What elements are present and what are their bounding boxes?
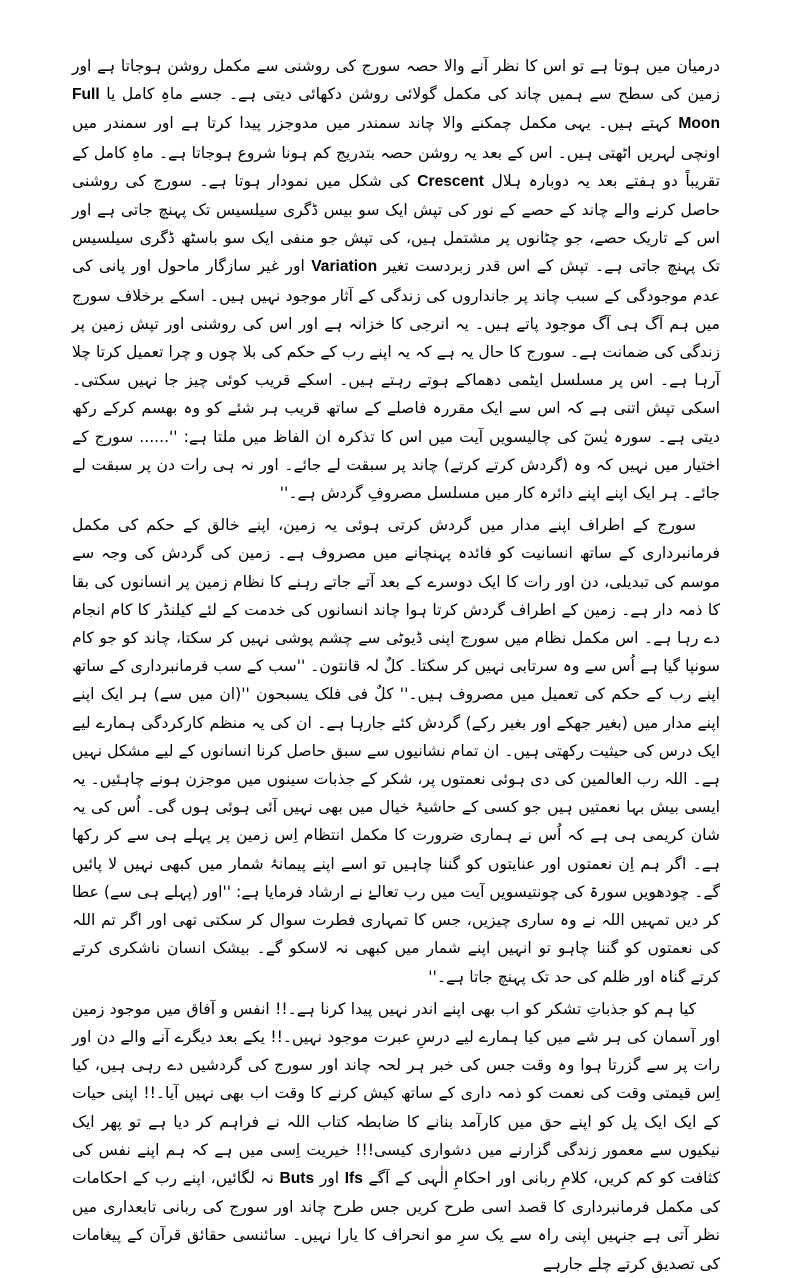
paragraph-text: کہتے ہیں۔ یہی مکمل چمکنے والا چاند سمندر میں مدوجزر پیدا کرتا ہے اور سمندر میں اونچی لہریں اٹھتی ہیں۔ اس کے بعد یہ روشن حصہ بتدریج کم ہونا شروع ہوجاتا ہے۔ ماہِ کامل کے تقریباً دو ہفتے بعد یہ دوبارہ ہلال bbox=[72, 114, 720, 190]
paragraph-text: اور bbox=[314, 1168, 345, 1187]
document-page bbox=[72, 52, 720, 1273]
paragraph-text: کی شکل میں نمودار ہوتا ہے۔ سورج کی روشنی حاصل کرنے والے چاند کے حصے کے نور کی تپش ایک سو بیس ڈگری سیلسیس تک پہنچ جاتی ہے اور اس کے تاریک حصے، جو چٹانوں پر مشتمل ہیں، کی تپش جو منفی ایک سو باسٹھ ڈگری سیلسیس تک پہنچ جاتی ہے۔ تپش کے اس قدر زبردست تغیر bbox=[72, 171, 720, 276]
paragraph-text: نہ لگائیں، اپنے رب کے احکامات کی مکمل فرمانبرداری کا قصد اسی طرح کریں جس طرح چاند اور سورج کی ربانی تابعداری میں نظر آتی ہے جنہیں اپنی راہ سے یک سرِ مو انحراف کا یارا نہیں۔ سائنسی حقائق قرآن کے پیغامات کی تصدیق کرتے چلے جارہے bbox=[72, 1168, 720, 1273]
english-term: Crescent bbox=[417, 172, 484, 190]
paragraph-text: کیا ہم کو جذباتِ تشکر کو اب بھی اپنے اندر نہیں پیدا کرنا ہے۔!! انفس و آفاق میں موجود زمین اور آسمان کی ہر شے میں کیا ہمارے لیے درسِ عبرت موجود نہیں۔!! یکے بعد دیگرے آنے والے دن اور رات پر سے گزرتا ہوا وہ وقت جس کی خبر ہر لحہ چاند اور سورج کی گردشیں دے رہی ہیں، کیا اِس قیمتی وقت کی نعمت کو ذمہ داری کے ساتھ کیش کرنے کا وقت اب بھی نہیں آیا۔!! اپنی حیات کے ایک ایک پل کو اپنے حق میں کارآمد بنانے کا ضابطہ کتاب اللہ نے فراہم کر دیا ہے تو پھر ایک نیکیوں سے معمور زندگی گزارنے میں دشواری کیسی!!! خیریت اِسی میں ہے کہ ہم اپنے نفس کی کثافت کو کم کریں، کلامِ ربانی اور احکامِ الٰہی کے آگے bbox=[72, 999, 720, 1187]
paragraph-text: سورج کے اطراف اپنے مدار میں گردش کرتی ہوئی یہ زمین، اپنے خالق کے حکم کی مکمل فرمانبرداری کے ساتھ انسانیت کو فائدہ پہنچانے میں مصروف ہے۔ زمین کی گردش کی وجہ سے موسم کی تبدیلی، دن اور رات کا ایک دوسرے کے بعد آتے جاتے رہنے کا نظام زمین پر انسانوں کی بقا کا ذمہ دار ہے۔ زمین کے اطراف گردش کرتا ہوا چاند انسانوں کی خدمت کے لئے کیلنڈر کا کام انجام دے رہا ہے۔ اس مکمل نظام میں سورج اپنی ڈیوٹی سے چشم پوشی نہیں کر سکتا، چاند کو جو کام سونپا گیا ہے اُس سے وہ سرتابی نہیں کر سکتا۔ کلٌ لہ قانتون۔ ''سب کے سب فرمانبرداری کے ساتھ اپنے رب کے حکم کی تعمیل میں مصروف ہیں۔'' کلٌ فی فلک یسبحون ''(ان میں سے) ہر ایک اپنے اپنے مدار میں (بغیر جھکے اور بغیر رکے) گردش کئے جارہا ہے۔ ان کی یہ منظم کارکردگی ہمارے لیے ایک درس کی حیثیت رکھتی ہیں۔ ان تمام نشانیوں سے سبق حاصل کرنا انسانوں کے لیے مشکل نہیں ہے۔ اللہ رب العالمین کی دی ہوئی نعمتوں پر، شکر کے جذبات سینوں میں موجزن ہونے چاہئیں۔ یہ ایسی بیش بہا نعمتیں ہیں جو کسی کے حاشیۂ خیال میں بھی نہیں آئی ہوئی ہوں گی۔ اُس کی یہ شان کریمی ہی ہے کہ اُس نے ہماری ضرورت کا مکمل انتظام اِس زمین پر پہلے ہی سے کر رکھا ہے۔ اگر ہم اِن نعمتوں اور عنایتوں کو گننا چاہیں تو اسے اپنے پیمانۂ شمار میں کبھی نہیں لا پائیں گے۔ چودھویں سورۃ کی چونتیسویں آیت میں رب تعالےٰ نے ارشاد فرمایا ہے: ''اور (پہلے ہی سے) عطا کر دیں تمہیں اللہ نے وہ ساری چیزیں، جس کا تمہاری فطرت سوال کر سکتی تھی اور اگر تم اللہ کی نعمتوں کو گننا چاہو تو انہیں اپنے شمار میں کبھی نہ لاسکو گے۔ بیشک انسان ناشکری کرتے کرتے گناہ اور ظلم کی حد تک پہنچ جاتا ہے۔'' bbox=[72, 516, 720, 986]
paragraph-text: اور غیر سازگار ماحول اور پانی کی عدم موجودگی کے سبب چاند پر جانداروں کی زندگی کے آثار موجود نہیں ہیں۔ اسکے برخلاف سورج میں ہم آگ ہی آگ موجود پاتے ہیں۔ یہ انرجی کا خزانہ ہے اور اس کی روشنی اور تپش زمین پر زندگی کی ضمانت ہے۔ سورج کا حال یہ ہے کہ یہ اپنے رب کے حکم کی بلا چوں و چرا تعمیل کرتا چلا آرہا ہے۔ اس پر مسلسل ایٹمی دھماکے ہوتے رہتے ہیں۔ اسکے قریب کوئی چیز جا نہیں سکتی۔ اسکی تپش اتنی ہے کہ اس سے ایک مقررہ فاصلے کے ساتھ قریب ہر شئے کو وہ بھسم کرکے رکھ دیتی ہے۔ سورہ یٰسٓ کی چالیسویں آیت میں اس کا تذکرہ ان الفاظ میں ملتا ہے: ''...... سورج کے اختیار میں نہیں کہ وہ (گردش کرتے کرتے) چاند پر سبقت لے جائے۔ اور نہ ہی رات دن پر سبقت لے جائے۔ ہر ایک اپنے اپنے دائرہ کار میں مسلسل مصروفِ گردش ہے۔'' bbox=[72, 257, 720, 503]
paragraph-text: درمیان میں ہوتا ہے تو اس کا نظر آنے والا حصہ سورج کی روشنی سے مکمل روشن ہوجاتا ہے اور زمین کی سطح سے ہمیں چاند کی مکمل گولائی روشن دکھائی دیتی ہے۔ جسے ماہِ کامل یا bbox=[72, 57, 720, 104]
body-paragraph bbox=[72, 995, 720, 1278]
english-term: Buts bbox=[279, 1169, 315, 1187]
body-paragraph bbox=[72, 511, 720, 990]
english-term: Full Moon bbox=[72, 86, 720, 133]
english-term: Variation bbox=[311, 258, 378, 276]
body-paragraph bbox=[72, 52, 720, 507]
english-term: Ifs bbox=[344, 1169, 363, 1187]
